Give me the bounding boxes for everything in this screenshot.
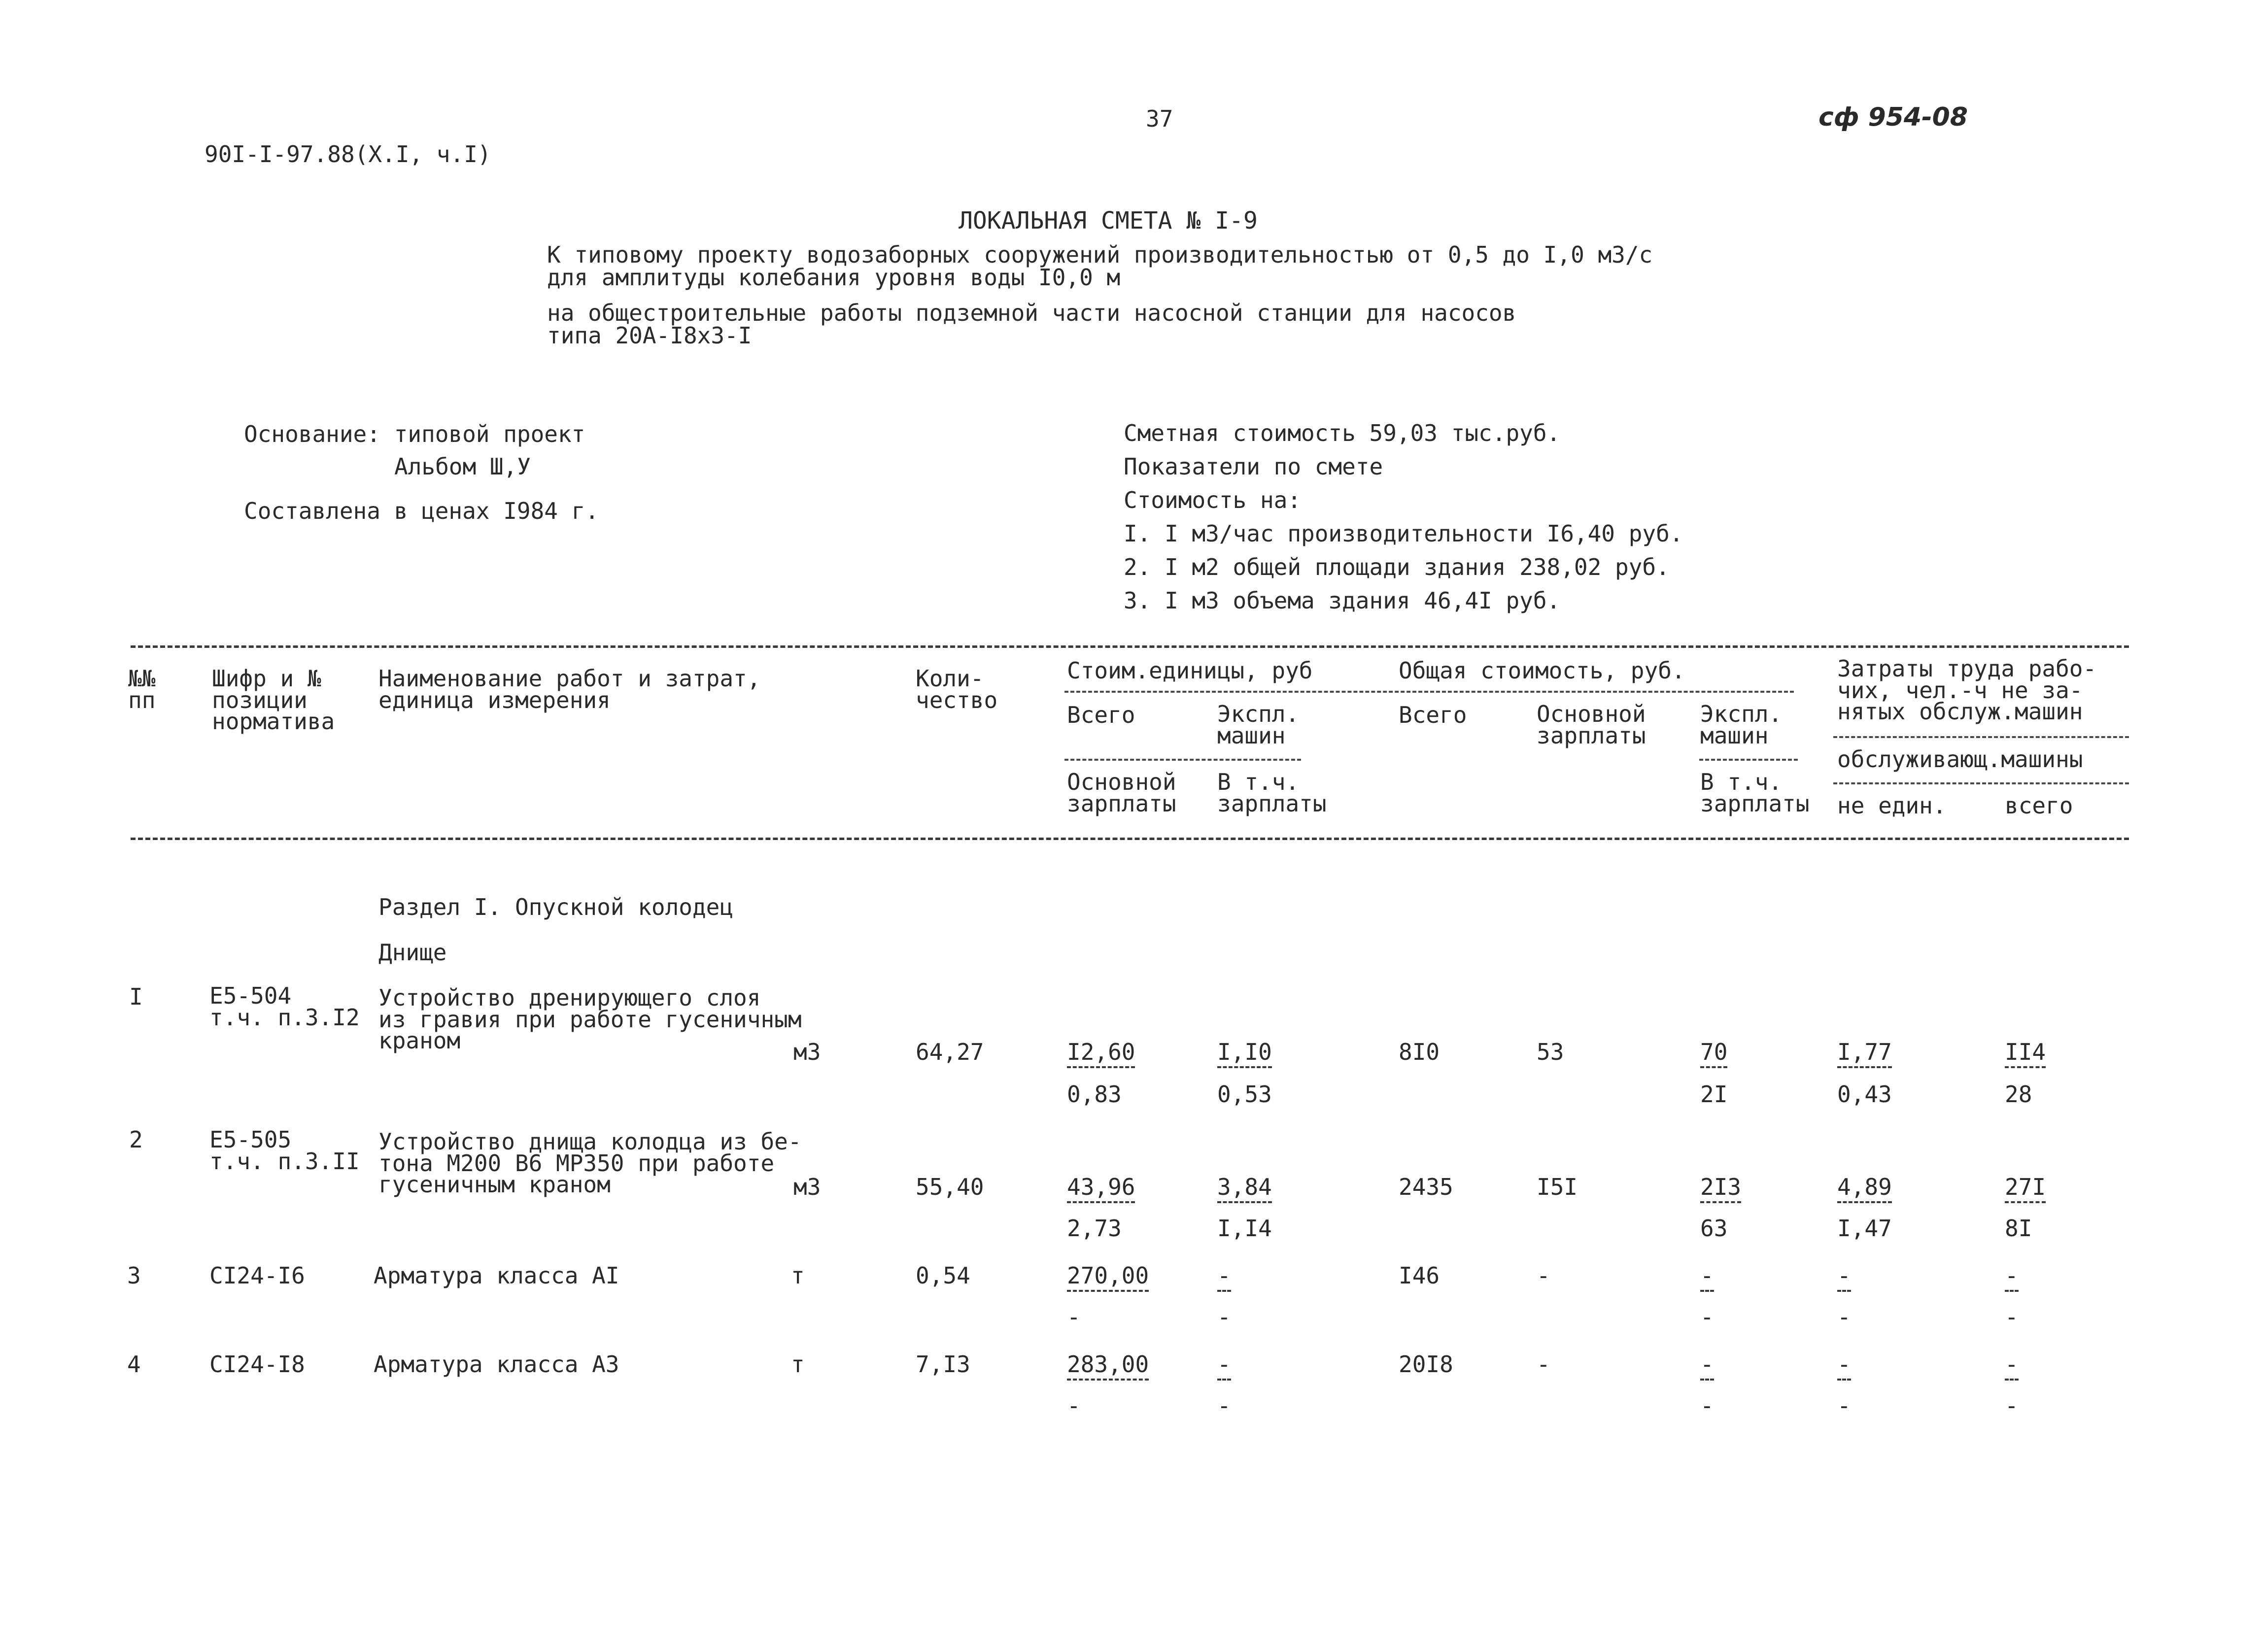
total-mach-sub-rule — [1699, 759, 1798, 761]
row-labor-total-serv: 8I — [2005, 1215, 2032, 1242]
header-code: Шифр и № позиции норматива — [212, 665, 335, 735]
row-labor-unit-serv: - — [1837, 1304, 1851, 1330]
cost-item-1: I. I м3/час производительности I6,40 руб. — [1124, 520, 1683, 547]
row-code: Е5-505 т.ч. п.3.II — [209, 1126, 360, 1175]
row-labor-total: - — [2005, 1353, 2019, 1381]
row-unit-mach-wage: - — [1217, 1304, 1231, 1330]
header-total-wage: Основной зарплаты — [1537, 701, 1646, 749]
labor-sub-rule-2 — [1833, 782, 2129, 784]
row-labor-unit: 4,89 — [1837, 1176, 1892, 1203]
row-unit: т — [791, 1262, 805, 1289]
row-labor-unit: - — [1837, 1353, 1851, 1381]
header-name: Наименование работ и затрат, единица измерения — [378, 665, 761, 713]
row-total-wage: I5I — [1537, 1174, 1578, 1200]
row-name: Устройство днища колодца из бе- тона М200 В6 МР350 при работе гусеничным краном — [378, 1128, 802, 1198]
estimate-title: ЛОКАЛЬНАЯ СМЕТА № I-9 — [959, 207, 1258, 235]
row-qty: 0,54 — [916, 1262, 970, 1289]
row-total-mach-wage: 63 — [1700, 1215, 1728, 1242]
row-name: Устройство дренирующего слоя из гравия при работе гусеничным краном — [378, 984, 802, 1054]
section-title: Раздел I. Опускной колодец — [378, 894, 734, 920]
row-num: I — [129, 983, 143, 1010]
row-qty: 64,27 — [916, 1039, 984, 1065]
row-unit-wage: 0,83 — [1067, 1081, 1122, 1108]
row-labor-total-serv: - — [2005, 1304, 2019, 1330]
basis-album: Альбом Ш,У — [394, 453, 531, 480]
row-code: СI24-I6 — [209, 1262, 305, 1289]
row-unit-mach: 3,84 — [1217, 1176, 1272, 1203]
row-total-mach-wage: - — [1700, 1392, 1714, 1419]
title-line-3: на общестроительные работы подземной части насосной станции для насосов — [547, 300, 1516, 326]
row-labor-unit-serv: I,47 — [1837, 1215, 1892, 1242]
estimated-cost: Сметная стоимость 59,03 тыс.руб. — [1124, 420, 1561, 446]
row-unit: т — [791, 1351, 805, 1378]
document-code: 90I-I-97.88(X.I, ч.I) — [205, 141, 491, 168]
header-group-rule — [1064, 691, 1794, 693]
row-total-mach: - — [1700, 1353, 1714, 1381]
row-num: 3 — [127, 1262, 141, 1289]
row-unit-total: 283,00 — [1067, 1353, 1149, 1381]
archive-stamp: сф 954-08 — [1818, 102, 1968, 132]
row-qty: 55,40 — [916, 1174, 984, 1200]
row-unit: м3 — [793, 1174, 821, 1200]
header-labor-total: всего — [2005, 792, 2073, 819]
row-total: 2435 — [1399, 1174, 1453, 1200]
cost-item-3: 3. I м3 объема здания 46,4I руб. — [1124, 587, 1561, 614]
row-num: 4 — [127, 1351, 141, 1378]
row-total-mach-wage: - — [1700, 1304, 1714, 1330]
header-labor-unit: не един. — [1837, 792, 1947, 819]
table-header-bottom-rule — [131, 838, 2129, 840]
section-subtitle: Днище — [378, 939, 447, 966]
row-unit: м3 — [793, 1039, 821, 1065]
row-unit-total: 43,96 — [1067, 1176, 1135, 1203]
row-labor-unit: - — [1837, 1264, 1851, 1292]
row-labor-total-serv: 28 — [2005, 1081, 2032, 1108]
row-total-mach: 2I3 — [1700, 1176, 1741, 1203]
labor-sub-rule-1 — [1833, 736, 2129, 738]
row-total: 8I0 — [1399, 1039, 1440, 1065]
cost-item-2: 2. I м2 общей площади здания 238,02 руб. — [1124, 554, 1670, 580]
row-total: I46 — [1399, 1262, 1440, 1289]
row-unit-wage: 2,73 — [1067, 1215, 1122, 1242]
indicators-label: Показатели по смете — [1124, 453, 1383, 480]
header-labor-serv: обслуживающ.машины — [1837, 746, 2083, 773]
row-labor-unit: I,77 — [1837, 1041, 1892, 1068]
header-num: №№ пп — [128, 665, 156, 713]
title-line-1: К типовому проекту водозаборных сооружений производительностью от 0,5 до I,0 м3/с — [547, 241, 1653, 268]
row-unit-mach-wage: 0,53 — [1217, 1081, 1272, 1108]
row-total-wage: - — [1537, 1351, 1550, 1378]
unit-cost-sub-rule — [1064, 759, 1301, 761]
row-unit-wage: - — [1067, 1304, 1081, 1330]
header-unit-cost: Стоим.единицы, руб — [1067, 657, 1313, 684]
page-number: 37 — [1146, 105, 1173, 132]
row-total-mach: 70 — [1700, 1041, 1727, 1068]
row-unit-mach: - — [1217, 1264, 1231, 1292]
row-total-wage: 53 — [1537, 1039, 1564, 1065]
row-code: СI24-I8 — [209, 1351, 305, 1378]
header-unit-mach: Экспл. машин — [1217, 701, 1300, 749]
row-labor-unit-serv: - — [1837, 1392, 1851, 1419]
header-unit-mach-wage: В т.ч. зарплаты — [1217, 769, 1327, 817]
row-labor-total-serv: - — [2005, 1392, 2019, 1419]
row-total-mach-wage: 2I — [1700, 1081, 1728, 1108]
row-labor-total: II4 — [2005, 1041, 2046, 1068]
row-unit-mach: - — [1217, 1353, 1231, 1381]
header-total-mach-wage: В т.ч. зарплаты — [1700, 769, 1810, 817]
header-unit-wage: Основной зарплаты — [1067, 769, 1176, 817]
row-labor-total: 27I — [2005, 1176, 2046, 1203]
row-code: Е5-504 т.ч. п.3.I2 — [209, 982, 360, 1031]
title-line-4: типа 20А-I8х3-I — [547, 322, 752, 349]
row-unit-wage: - — [1067, 1392, 1081, 1419]
row-unit-mach-wage: - — [1217, 1392, 1231, 1419]
row-unit-mach-wage: I,I4 — [1217, 1215, 1272, 1242]
header-unit-total: Всего — [1067, 702, 1135, 728]
header-qty: Коли- чество — [916, 665, 998, 713]
row-total-mach: - — [1700, 1264, 1714, 1292]
row-unit-mach: I,I0 — [1217, 1041, 1272, 1068]
row-labor-unit-serv: 0,43 — [1837, 1081, 1892, 1108]
basis-label: Основание: типовой проект — [244, 421, 585, 447]
header-total-total: Всего — [1399, 702, 1467, 728]
row-total: 20I8 — [1399, 1351, 1453, 1378]
cost-on-label: Стоимость на: — [1124, 487, 1302, 513]
row-labor-total: - — [2005, 1264, 2019, 1292]
header-total-cost: Общая стоимость, руб. — [1399, 657, 1685, 684]
row-unit-total: I2,60 — [1067, 1041, 1135, 1068]
title-line-2: для амплитуды колебания уровня воды I0,0 м — [547, 264, 1121, 291]
header-total-mach: Экспл. машин — [1700, 701, 1783, 749]
row-unit-total: 270,00 — [1067, 1264, 1149, 1292]
header-labor: Затраты труда рабо- чих, чел.-ч не за- нятых обслуж.машин — [1837, 655, 2097, 725]
row-num: 2 — [129, 1126, 143, 1153]
basis-prices: Составлена в ценах I984 г. — [244, 498, 599, 524]
row-qty: 7,I3 — [916, 1351, 970, 1378]
row-name: Арматура класса А3 — [374, 1351, 619, 1378]
row-name: Арматура класса АI — [374, 1262, 619, 1289]
row-total-wage: - — [1537, 1262, 1550, 1289]
table-top-rule — [131, 645, 2129, 648]
